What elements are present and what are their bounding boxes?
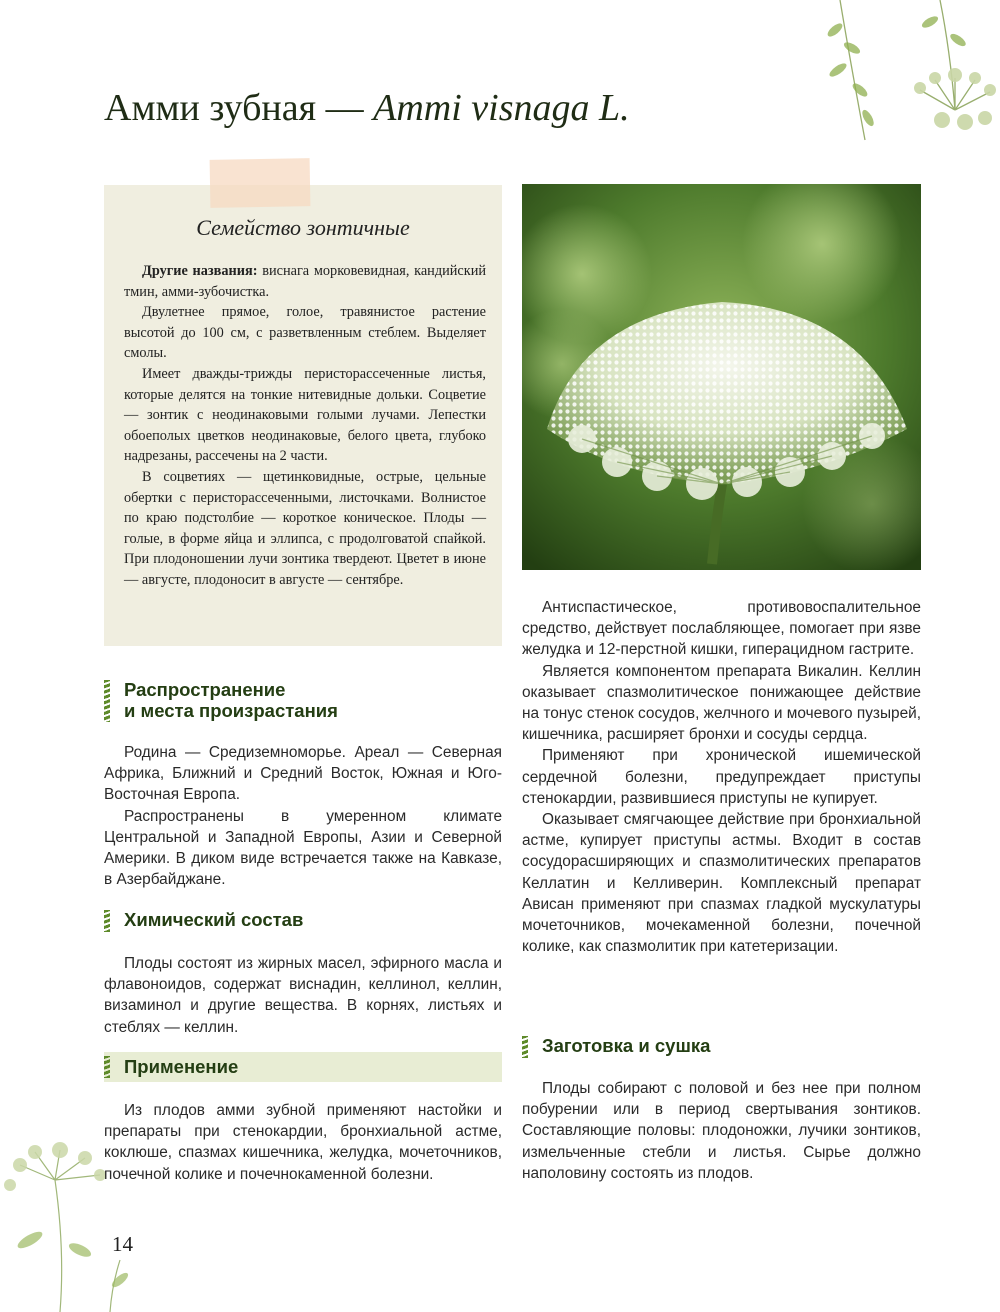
section-heading-distribution <box>124 679 424 721</box>
plant-photo <box>522 184 921 570</box>
other-names-paragraph <box>124 261 486 302</box>
heading-marker <box>104 910 110 932</box>
heading-line: Распространение <box>124 679 286 700</box>
paragraph: Распространены в умеренном климате Центральной и Западной Европы, Азии и Северной Америки. В диком виде встречается также на Кавказе, в Азербайджане. <box>104 807 502 889</box>
paragraph: Из плодов амми зубной применяют настойки и препараты при стенокардии, бронхиальной астме, коклюше, спазмах кишечника, желудка, мочеточников, почечной колике и почечнокаменной болезни. <box>104 1102 502 1183</box>
section-heading-harvest: Заготовка и сушка <box>542 1035 711 1056</box>
heading-line: и места произрастания <box>124 700 338 721</box>
ammi-flower-image <box>522 184 921 570</box>
paragraph: Антиспастическое, противовоспалительное средство, действует послабляющее, помогает при язве желудка и 12-перстной кишки, гиперацидном гастрите. <box>522 599 921 659</box>
title-main: Амми зубная — <box>104 87 374 129</box>
heading-marker <box>104 1056 110 1078</box>
paragraph: Плоды состоят из жирных масел, эфирного масла и флавоноидов, содержат виснадин, келлинол, келлин, визаминол и другие вещества. В корнях, листьях и стеблях — келлин. <box>104 955 502 1036</box>
botanical-illustration-top-right <box>790 0 1000 175</box>
paragraph: Оказывает смягчающее действие при бронхиальной астме, купирует приступы астмы. Входит в состав сосудорасширяющих и спазмолитических препаратов Келлатин и Келливерин. Комплексный препарат Ависан применяют при спазмах гладкой мускулатуры мочеточников, мочекаменной болезни, почечной колике, как спазмолитик при катетеризации. <box>522 811 921 956</box>
family-box-title: Семейство зонтичные <box>196 215 410 240</box>
harvest-text <box>522 1078 921 1184</box>
distribution-text <box>104 742 502 890</box>
family-box-text <box>124 261 486 591</box>
paragraph: Родина — Средиземноморье. Ареал — Северная Африка, Ближний и Средний Восток, Южная и Юго-Восточная Европа. <box>104 744 502 804</box>
page-number: 14 <box>112 1232 133 1256</box>
usage-continued-text <box>522 597 921 957</box>
page-title <box>104 86 630 130</box>
family-info-box <box>104 185 502 646</box>
family-box-paragraph: В соцветиях — щетинковидные, острые, цельные обертки с перисторассеченными, листочками. Волнистое по краю подстолбие — короткое коническое. Плоды — голые, в форме яйца и эллипса, с продолговатой спайкой. При плодоношении лучи зонтика твердеют. Цветет в июне — августе, плодоносит в августе — сентябре. <box>124 468 486 588</box>
section-heading-usage: Применение <box>124 1056 239 1077</box>
usage-text <box>104 1100 502 1185</box>
chemistry-text <box>104 953 502 1038</box>
heading-marker <box>104 680 110 722</box>
title-latin: Ammi visnaga L. <box>373 87 630 129</box>
family-box-paragraph: Имеет дважды-трижды перисторассеченные листья, которые делятся на тонкие нитевидные дольки. Соцветие — зонтик с неодинаковыми голыми лучами. Лепестки обоеполых цветков неодинаковые, белого цвета, глубоко надрезаны, рассечены на 2 части. <box>124 365 486 465</box>
family-box-paragraph: Двулетнее прямое, голое, травянистое растение высотой до 100 см, с разветвленным стеблем. Выделяет смолы. <box>124 304 486 362</box>
paragraph: Плоды собирают с половой и без нее при полном побурении или в период свертывания зонтиков. Составляющие половы: плодоножки, лучики зонтиков, измельченные стебли и листья. Сырье должно наполовину состоять из плодов. <box>522 1080 921 1182</box>
paragraph: Является компонентом препарата Викалин. Келлин оказывает спазмолитическое понижающее действие на тонус стенок сосудов, желчного и мочевого пузырей, кишечника, расширяет бронхи и сосуды сердца. <box>522 662 921 744</box>
other-names-label: Другие названия: <box>142 263 258 279</box>
section-heading-chemistry: Химический состав <box>124 909 304 930</box>
other-names-text: виснага морковевидная, кандийский тмин, амми-зубочистка. <box>124 263 486 300</box>
heading-marker <box>522 1036 528 1058</box>
decorative-tape <box>210 158 311 208</box>
paragraph: Применяют при хронической ишемической сердечной болезни, предупреждает приступы стенокардии, развившиеся приступы не купирует. <box>522 747 921 807</box>
